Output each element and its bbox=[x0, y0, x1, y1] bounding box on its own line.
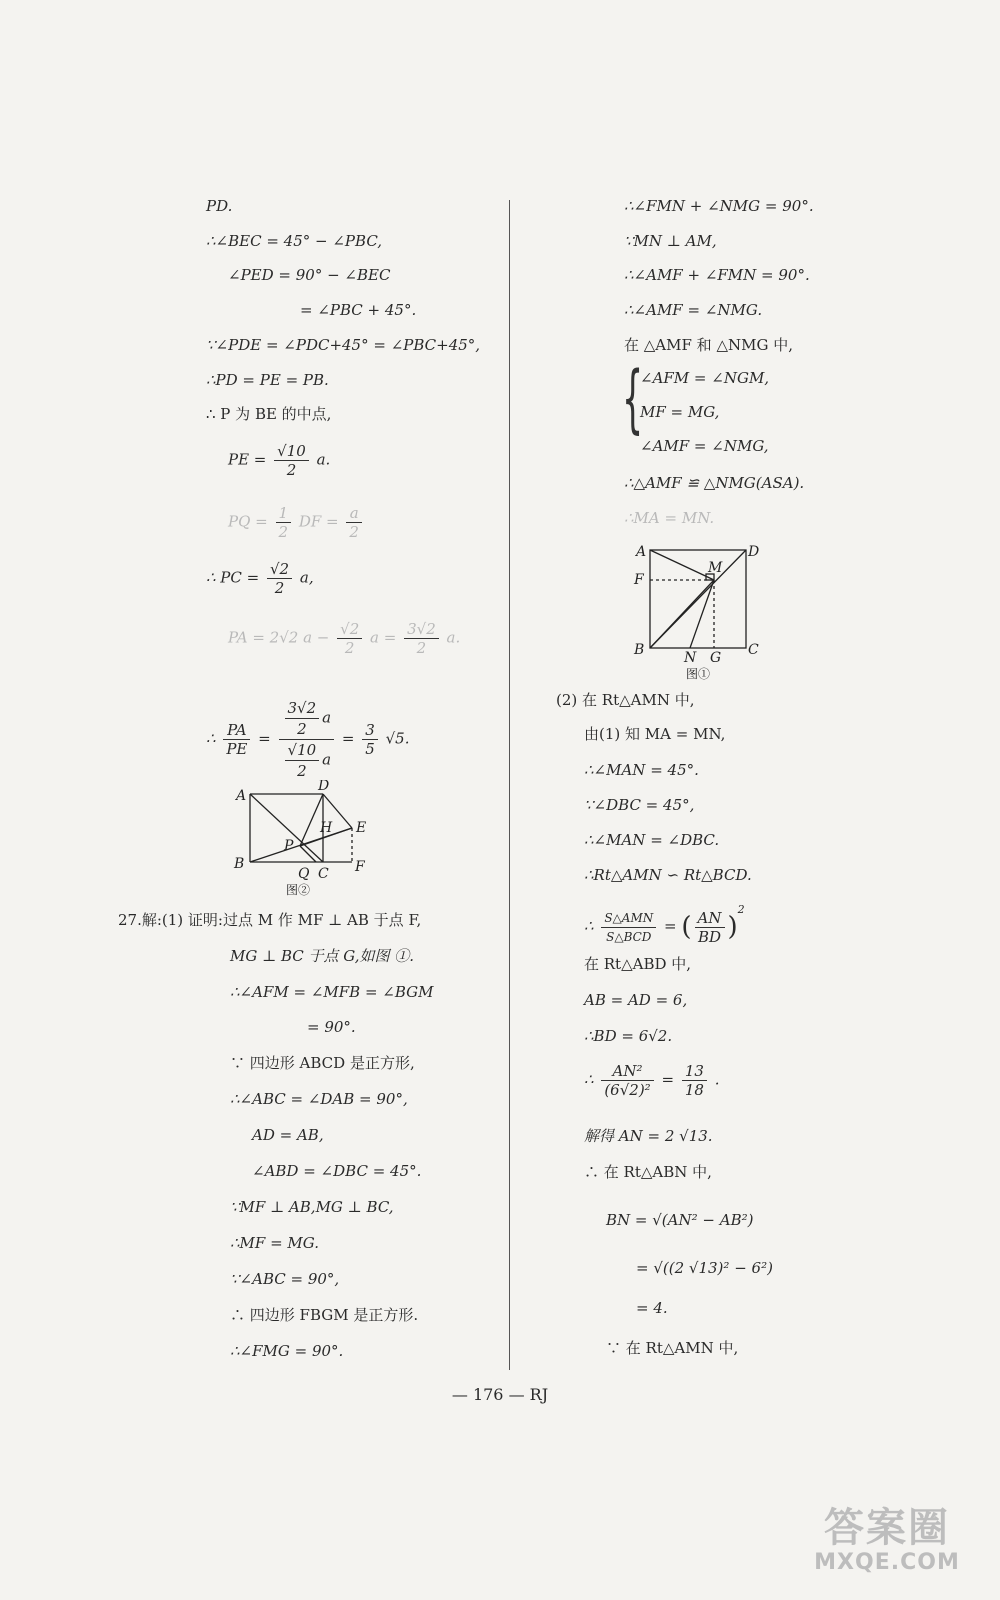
left-line-1: PD. bbox=[206, 197, 233, 215]
q27-line-2: MG ⊥ BC 于点 G,如图 ①. bbox=[230, 947, 415, 965]
ratio-result-fraction bbox=[362, 721, 378, 758]
right-line-2: ∵MN ⊥ AM, bbox=[624, 232, 717, 250]
ratio-fraction-left bbox=[223, 721, 250, 758]
right-line-3: ∴∠AMF + ∠FMN = 90°. bbox=[624, 266, 810, 284]
pe-den: 2 bbox=[286, 461, 297, 479]
ratio-suffix: √5. bbox=[385, 729, 410, 748]
brace-item-3: ∠AMF = ∠NMG, bbox=[640, 437, 769, 455]
q27-line-1: 27.解:(1) 证明:过点 M 作 MF ⊥ AB 于点 F, bbox=[118, 911, 422, 929]
fig1-label-n: N bbox=[684, 650, 697, 666]
paren-left-icon: ( bbox=[681, 912, 692, 942]
area-den: S△BCD bbox=[606, 929, 652, 944]
right-line-1: ∴∠FMN + ∠NMG = 90°. bbox=[624, 197, 814, 215]
left-line-2: ∴∠BEC = 45° − ∠PBC, bbox=[206, 232, 383, 250]
fig1-label-a: A bbox=[636, 544, 647, 560]
pq-prefix: PQ = bbox=[228, 512, 268, 531]
brace-item-2: MF = MG, bbox=[640, 403, 720, 421]
fig2-label-f: F bbox=[355, 859, 365, 875]
pc-fraction bbox=[267, 560, 292, 597]
area-num: S△AMN bbox=[601, 909, 656, 928]
an-result-fraction bbox=[682, 1062, 707, 1099]
right-eq-an bbox=[584, 1062, 720, 1099]
inner-top-den: 2 bbox=[297, 720, 307, 738]
area-eq: = bbox=[664, 917, 677, 935]
an-fraction bbox=[601, 1062, 653, 1099]
fig1-seg-mn bbox=[690, 580, 714, 648]
an-eq: = bbox=[661, 1070, 675, 1089]
pq-mid: DF = bbox=[298, 512, 339, 531]
paren-right-icon: ) bbox=[727, 912, 738, 942]
an-result-den: 18 bbox=[684, 1081, 704, 1099]
pa-suffix: a. bbox=[446, 628, 461, 647]
ratio-num: PA bbox=[223, 721, 250, 740]
ratio-den: PE bbox=[226, 740, 248, 758]
ratio-compound-fraction bbox=[279, 698, 335, 781]
right-line-23: = 4. bbox=[636, 1299, 668, 1317]
right-line-17: ∴BD = 6√2. bbox=[584, 1027, 673, 1045]
q27-line-12: ∴ 四边形 FBGM 是正方形. bbox=[230, 1306, 419, 1324]
left-eq-ratio bbox=[206, 698, 409, 781]
pa-den-1: 2 bbox=[344, 639, 355, 657]
inner-bottom-num: √10 bbox=[285, 740, 320, 761]
fig2-label-d: D bbox=[318, 780, 330, 794]
pa-fraction-1 bbox=[337, 620, 362, 657]
left-eq-pc bbox=[206, 560, 314, 597]
figure-2 bbox=[228, 780, 378, 900]
pe-fraction bbox=[274, 442, 309, 479]
figure-1 bbox=[630, 538, 770, 684]
an-suffix: . bbox=[714, 1070, 720, 1089]
left-eq-pq bbox=[228, 504, 365, 541]
q27-line-3: ∴∠AFM = ∠MFB = ∠BGM bbox=[230, 983, 434, 1001]
pq-den-1: 2 bbox=[278, 523, 289, 541]
fig1-label-f: F bbox=[634, 572, 644, 588]
ratio-eq: = bbox=[258, 729, 271, 748]
pq-fraction-2 bbox=[346, 504, 362, 541]
column-divider bbox=[509, 200, 510, 1370]
pq-num-1: 1 bbox=[276, 504, 292, 523]
fig2-label-e: E bbox=[356, 820, 367, 836]
ratio-eq-2: = bbox=[341, 729, 355, 748]
left-line-6: ∴PD = PE = PB. bbox=[206, 371, 329, 389]
brace-icon: { bbox=[622, 356, 644, 442]
an-prefix: ∴ bbox=[584, 1070, 594, 1089]
left-line-7: ∴ P 为 BE 的中点, bbox=[206, 405, 332, 423]
left-line-5: ∵∠PDE = ∠PDC+45° = ∠PBC+45°, bbox=[206, 336, 481, 354]
q27-line-7: AD = AB, bbox=[252, 1126, 324, 1144]
pa-num-2: 3√2 bbox=[404, 620, 439, 639]
pa-fraction-2 bbox=[404, 620, 439, 657]
fig2-label-b: B bbox=[234, 856, 245, 872]
right-line-20: ∴ 在 Rt△ABN 中, bbox=[584, 1163, 712, 1181]
right-line-11: ∵∠DBC = 45°, bbox=[584, 796, 695, 814]
right-line-9: 由(1) 知 MA = MN, bbox=[584, 725, 726, 743]
left-line-4: = ∠PBC + 45°. bbox=[300, 301, 417, 319]
pe-num: √10 bbox=[274, 442, 309, 461]
q27-line-11: ∵∠ABC = 90°, bbox=[230, 1270, 340, 1288]
congruence-brace bbox=[622, 356, 822, 462]
right-line-8: (2) 在 Rt△AMN 中, bbox=[556, 691, 695, 709]
pq-fraction-1 bbox=[276, 504, 292, 541]
brace-item-1: ∠AFM = ∠NGM, bbox=[640, 369, 770, 387]
pa-mid: a = bbox=[370, 628, 397, 647]
area-prefix: ∴ bbox=[584, 917, 594, 935]
right-line-15: 在 Rt△ABD 中, bbox=[584, 955, 692, 973]
right-eq-area-ratio bbox=[584, 900, 745, 946]
right-line-13: ∴Rt△AMN ∽ Rt△BCD. bbox=[584, 866, 752, 884]
right-line-22: = √((2 √13)² − 6²) bbox=[636, 1259, 773, 1277]
fig1-seg-am bbox=[650, 550, 714, 580]
q27-line-4: = 90°. bbox=[307, 1018, 356, 1036]
pc-prefix: ∴ PC = bbox=[206, 568, 260, 587]
fig2-label-c: C bbox=[318, 866, 329, 882]
fig1-label-c: C bbox=[748, 642, 759, 658]
fig2-label-a: A bbox=[236, 788, 247, 804]
an-num: AN bbox=[695, 909, 725, 928]
right-line-21: BN = √(AN² − AB²) bbox=[606, 1211, 754, 1229]
ratio-compound-den bbox=[279, 740, 335, 781]
fig2-label-p: P bbox=[284, 838, 294, 854]
right-line-19: 解得 AN = 2 √13. bbox=[584, 1127, 713, 1145]
bd-den: BD bbox=[697, 927, 722, 946]
page-footer: — 176 — RJ bbox=[451, 1385, 549, 1404]
ratio-inner-top bbox=[285, 698, 320, 739]
right-line-7: ∴MA = MN. bbox=[624, 509, 715, 527]
an-sq-num: AN² bbox=[601, 1062, 653, 1081]
fig1-label-d: D bbox=[748, 544, 760, 560]
ratio-prefix: ∴ bbox=[206, 729, 216, 748]
fig2-caption: 图② bbox=[286, 883, 311, 897]
pq-den-2: 2 bbox=[349, 523, 359, 541]
pa-prefix: PA = 2√2 a − bbox=[228, 628, 330, 647]
pe-suffix: a. bbox=[316, 450, 331, 469]
pq-num-2: a bbox=[346, 504, 362, 523]
fig2-label-q: Q bbox=[298, 866, 310, 882]
fig1-seg-bm bbox=[650, 580, 714, 648]
right-line-24: ∵ 在 Rt△AMN 中, bbox=[606, 1339, 739, 1357]
q27-line-9: ∵MF ⊥ AB,MG ⊥ BC, bbox=[230, 1198, 394, 1216]
fig2-label-h: H bbox=[320, 820, 333, 836]
pc-den: 2 bbox=[274, 579, 285, 597]
q27-line-10: ∴MF = MG. bbox=[230, 1234, 319, 1252]
fig1-caption: 图① bbox=[686, 667, 711, 681]
right-line-4: ∴∠AMF = ∠NMG. bbox=[624, 301, 763, 319]
ratio-compound-num bbox=[279, 698, 335, 740]
right-line-12: ∴∠MAN = ∠DBC. bbox=[584, 831, 720, 849]
left-eq-pe bbox=[228, 442, 330, 479]
q27-line-13: ∴∠FMG = 90°. bbox=[230, 1342, 344, 1360]
inner-bottom-den: 2 bbox=[297, 762, 307, 780]
area-fraction bbox=[601, 909, 656, 946]
result-num: 3 bbox=[362, 721, 378, 740]
left-line-3: ∠PED = 90° − ∠BEC bbox=[228, 266, 391, 284]
fig1-label-m: M bbox=[708, 560, 723, 576]
right-line-16: AB = AD = 6, bbox=[584, 991, 688, 1009]
pc-num: √2 bbox=[267, 560, 292, 579]
pc-suffix: a, bbox=[299, 568, 314, 587]
fig1-label-b: B bbox=[634, 642, 645, 658]
watermark bbox=[792, 1506, 982, 1586]
an-result-num: 13 bbox=[682, 1062, 707, 1081]
fig1-label-g: G bbox=[710, 650, 722, 666]
q27-line-6: ∴∠ABC = ∠DAB = 90°, bbox=[230, 1090, 408, 1108]
left-eq-pa bbox=[228, 620, 460, 657]
inner-top-num: 3√2 bbox=[285, 698, 320, 719]
an-sq-den: (6√2)² bbox=[604, 1081, 651, 1099]
pe-prefix: PE = bbox=[228, 450, 267, 469]
watermark-url: MXQE.COM bbox=[814, 1550, 960, 1575]
an-bd-fraction bbox=[695, 909, 725, 946]
result-den: 5 bbox=[365, 740, 375, 758]
ratio-inner-bottom bbox=[285, 740, 320, 781]
pa-num-1: √2 bbox=[337, 620, 362, 639]
q27-line-5: ∵ 四边形 ABCD 是正方形, bbox=[230, 1054, 415, 1072]
inner-bottom-a: a bbox=[322, 750, 332, 769]
right-line-5: 在 △AMF 和 △NMG 中, bbox=[624, 336, 793, 354]
watermark-title: 答案圈 bbox=[824, 1505, 950, 1551]
square-exponent: 2 bbox=[737, 903, 745, 916]
pa-den-2: 2 bbox=[416, 639, 427, 657]
q27-line-8: ∠ABD = ∠DBC = 45°. bbox=[252, 1162, 422, 1180]
inner-top-a: a bbox=[322, 708, 332, 727]
right-line-6: ∴△AMF ≌ △NMG(ASA). bbox=[624, 474, 805, 492]
right-line-10: ∴∠MAN = 45°. bbox=[584, 761, 699, 779]
